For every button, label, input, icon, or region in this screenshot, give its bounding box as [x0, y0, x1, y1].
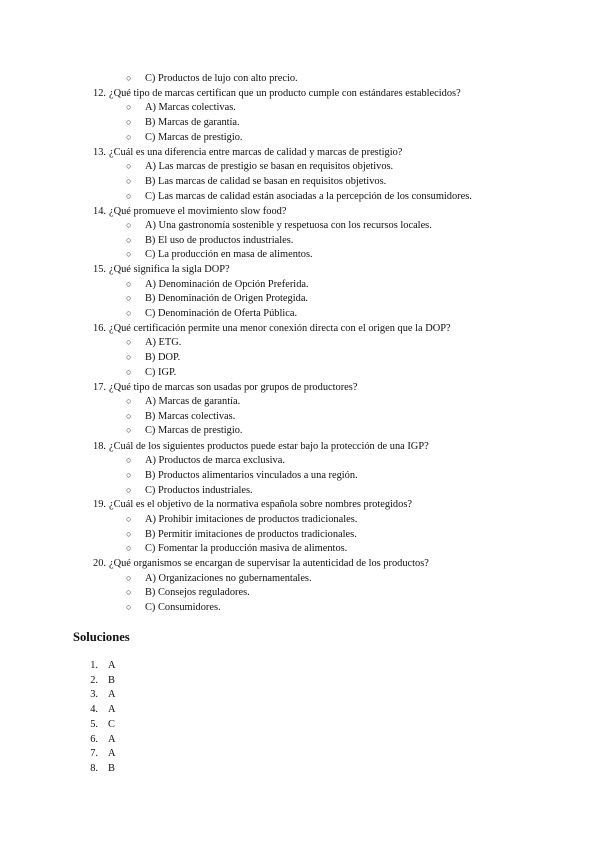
bullet-icon: ○: [126, 411, 132, 421]
solution-answer: A: [108, 748, 116, 759]
question-number: 12.: [93, 88, 106, 99]
question-number: 19.: [93, 499, 106, 510]
bullet-icon: ○: [126, 235, 132, 245]
question-number: 18.: [93, 441, 106, 452]
solution-answer: A: [108, 704, 116, 715]
option-text: B) Marcas colectivas.: [145, 411, 236, 422]
question-text: ¿Qué promueve el movimiento slow food?: [109, 206, 287, 217]
solution-answer: B: [108, 675, 115, 686]
bullet-icon: ○: [126, 293, 132, 303]
option-text: B) Permitir imitaciones de productos tradicionales.: [145, 529, 357, 540]
option-text: A) Las marcas de prestigio se basan en requisitos objetivos.: [145, 161, 394, 172]
option-text: C) IGP.: [145, 367, 177, 378]
option-text: B) Denominación de Origen Protegida.: [145, 293, 309, 304]
bullet-icon: ○: [126, 132, 132, 142]
solution-answer: A: [108, 734, 116, 745]
option-text: B) Marcas de garantía.: [145, 117, 240, 128]
option-text: A) Una gastronomía sostenible y respetuosa con los recursos locales.: [145, 220, 432, 231]
solutions-heading: Soluciones: [73, 630, 130, 644]
solution-number: 3.: [90, 689, 98, 700]
solution-answer: B: [108, 763, 115, 774]
bullet-icon: ○: [126, 602, 132, 612]
option-text: A) Organizaciones no gubernamentales.: [145, 573, 312, 584]
bullet-icon: ○: [126, 587, 132, 597]
solution-answer: A: [108, 660, 116, 671]
option-text: B) Las marcas de calidad se basan en requisitos objetivos.: [145, 176, 387, 187]
option-text: A) Denominación de Opción Preferida.: [145, 279, 309, 290]
question-text: ¿Cuál es una diferencia entre marcas de calidad y marcas de prestigio?: [109, 147, 403, 158]
option-text: A) Marcas de garantía.: [145, 396, 241, 407]
question-text: ¿Cuál de los siguientes productos puede estar bajo la protección de una IGP?: [109, 441, 429, 452]
option-text: A) Marcas colectivas.: [145, 102, 236, 113]
bullet-icon: ○: [126, 514, 132, 524]
option-text: C) Consumidores.: [145, 602, 221, 613]
option-text: B) DOP.: [145, 352, 181, 363]
bullet-icon: ○: [126, 73, 132, 83]
bullet-icon: ○: [126, 529, 132, 539]
option-text: C) Denominación de Oferta Pública.: [145, 308, 298, 319]
question-text: ¿Qué tipo de marcas son usadas por grupos de productores?: [109, 382, 358, 393]
bullet-icon: ○: [126, 161, 132, 171]
bullet-icon: ○: [126, 220, 132, 230]
bullet-icon: ○: [126, 485, 132, 495]
question-text: ¿Qué organismos se encargan de supervisar la autenticidad de los productos?: [109, 558, 429, 569]
bullet-icon: ○: [126, 279, 132, 289]
question-text: ¿Qué certificación permite una menor conexión directa con el origen que la DOP?: [109, 323, 451, 334]
option-text: C) Marcas de prestigio.: [145, 425, 243, 436]
question-number: 14.: [93, 206, 106, 217]
solution-answer: A: [108, 689, 116, 700]
bullet-icon: ○: [126, 337, 132, 347]
bullet-icon: ○: [126, 352, 132, 362]
bullet-icon: ○: [126, 573, 132, 583]
option-text: C) Fomentar la producción masiva de alimentos.: [145, 543, 348, 554]
option-text: B) Productos alimentarios vinculados a una región.: [145, 470, 358, 481]
bullet-icon: ○: [126, 102, 132, 112]
bullet-icon: ○: [126, 249, 132, 259]
question-text: ¿Qué tipo de marcas certifican que un producto cumple con estándares establecidos?: [109, 88, 461, 99]
option-text: C) La producción en masa de alimentos.: [145, 249, 313, 260]
solution-number: 7.: [90, 748, 98, 759]
bullet-icon: ○: [126, 455, 132, 465]
bullet-icon: ○: [126, 470, 132, 480]
bullet-icon: ○: [126, 396, 132, 406]
question-number: 16.: [93, 323, 106, 334]
bullet-icon: ○: [126, 308, 132, 318]
solution-number: 1.: [90, 660, 98, 671]
solution-number: 6.: [90, 734, 98, 745]
bullet-icon: ○: [126, 367, 132, 377]
solution-number: 8.: [90, 763, 98, 774]
solution-answer: C: [108, 719, 115, 730]
option-text: C) Productos de lujo con alto precio.: [145, 73, 298, 84]
option-text: A) Productos de marca exclusiva.: [145, 455, 285, 466]
option-text: C) Marcas de prestigio.: [145, 132, 243, 143]
question-text: ¿Qué significa la sigla DOP?: [109, 264, 230, 275]
question-text: ¿Cuál es el objetivo de la normativa española sobre nombres protegidos?: [109, 499, 412, 510]
bullet-icon: ○: [126, 117, 132, 127]
option-text: A) Prohibir imitaciones de productos tradicionales.: [145, 514, 358, 525]
option-text: C) Las marcas de calidad están asociadas a la percepción de los consumidores.: [145, 191, 472, 202]
bullet-icon: ○: [126, 191, 132, 201]
option-text: C) Productos industriales.: [145, 485, 253, 496]
bullet-icon: ○: [126, 425, 132, 435]
solution-number: 2.: [90, 675, 98, 686]
option-text: B) Consejos reguladores.: [145, 587, 250, 598]
bullet-icon: ○: [126, 176, 132, 186]
option-text: A) ETG.: [145, 337, 182, 348]
option-text: B) El uso de productos industriales.: [145, 235, 294, 246]
question-number: 15.: [93, 264, 106, 275]
solution-number: 5.: [90, 719, 98, 730]
solution-number: 4.: [90, 704, 98, 715]
question-number: 13.: [93, 147, 106, 158]
bullet-icon: ○: [126, 543, 132, 553]
question-number: 17.: [93, 382, 106, 393]
question-number: 20.: [93, 558, 106, 569]
